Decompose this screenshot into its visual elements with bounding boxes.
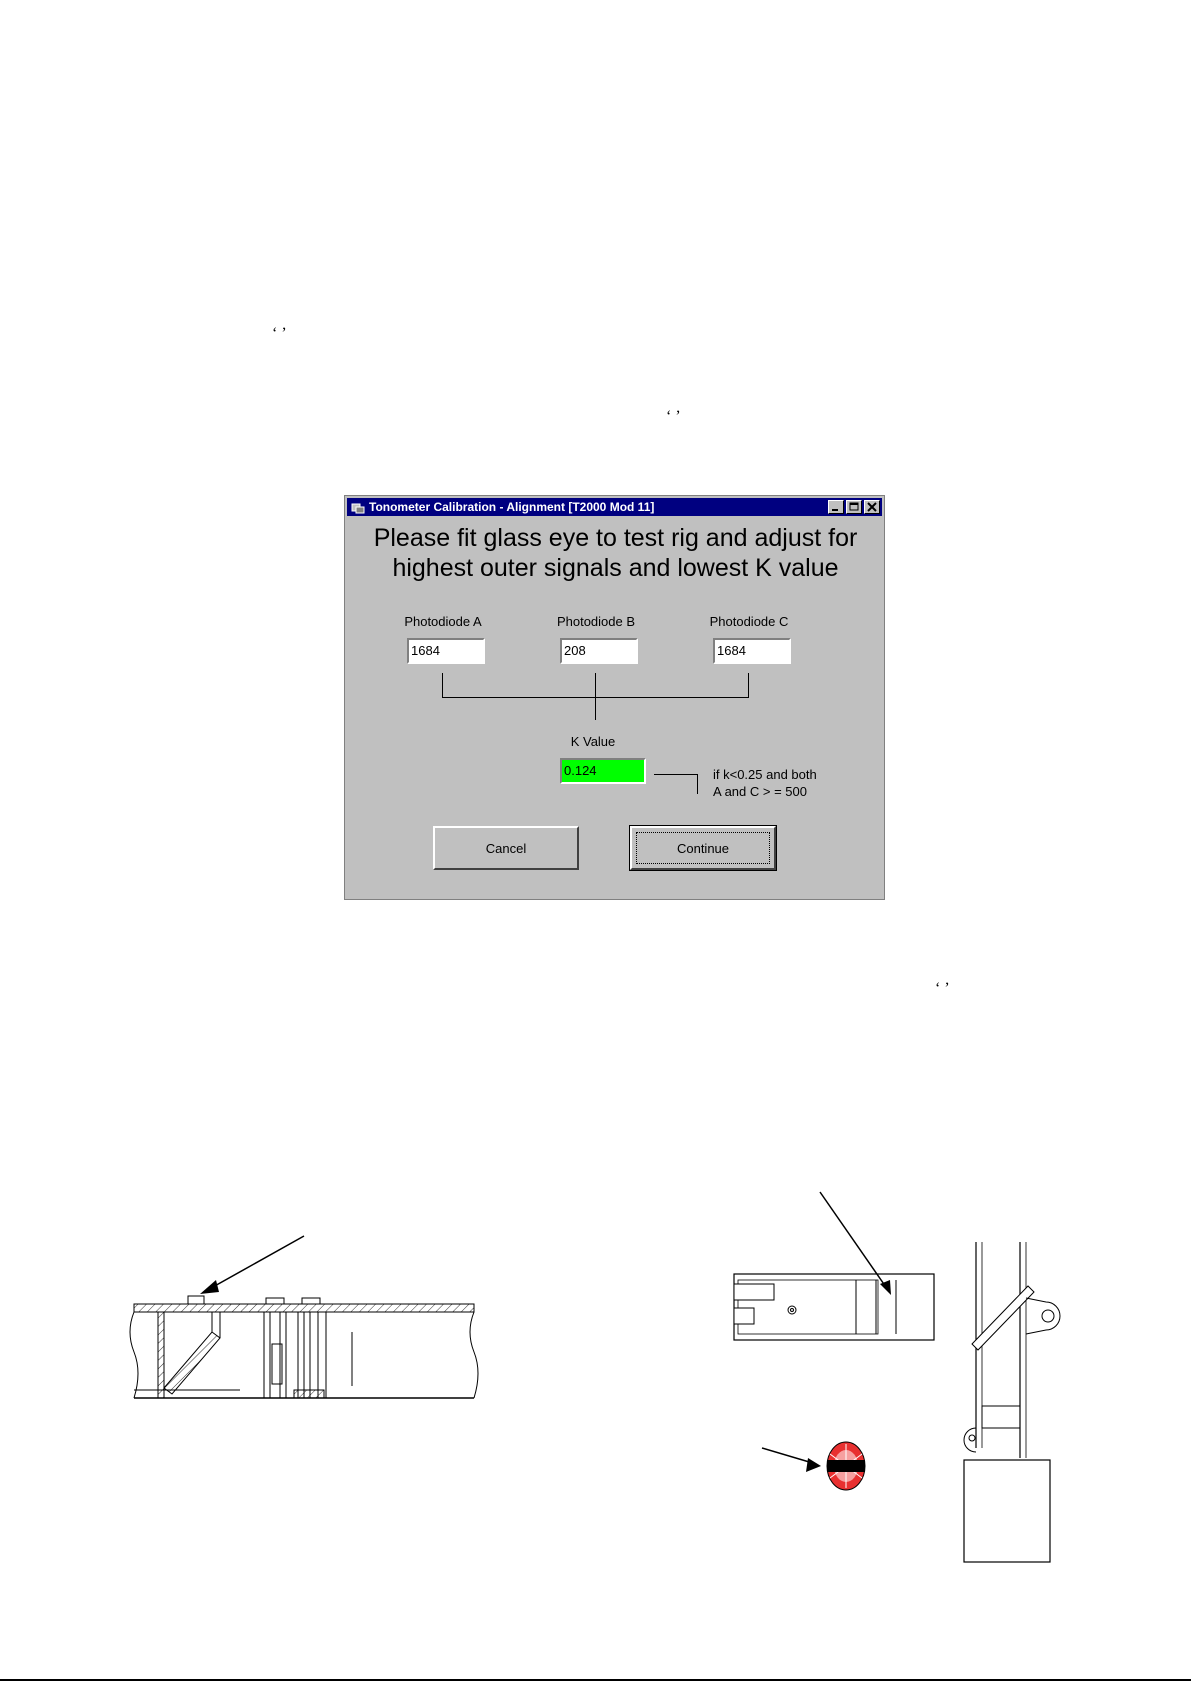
continue-button[interactable] xyxy=(630,826,776,870)
k-value-field[interactable]: 0.124 xyxy=(560,758,646,784)
dialog-heading xyxy=(345,523,886,583)
page-bottom-rule xyxy=(0,1679,1191,1681)
connector-c xyxy=(748,673,749,698)
photodiode-b-field[interactable]: 208 xyxy=(560,638,638,664)
condition-note xyxy=(713,766,817,800)
focus-rectangle xyxy=(636,832,770,864)
heading-line-2: highest outer signals and lowest K value xyxy=(392,554,839,582)
minimize-button[interactable] xyxy=(828,500,844,514)
photodiode-c-label: Photodiode C xyxy=(709,614,789,629)
target-arrowhead xyxy=(806,1458,821,1472)
photodiode-a-label: Photodiode A xyxy=(404,614,482,629)
app-icon xyxy=(351,501,365,514)
cancel-button[interactable]: Cancel xyxy=(433,826,579,870)
k-connector-vertical xyxy=(697,774,698,794)
alignment-target-icon xyxy=(827,1442,865,1490)
dialog-title: Tonometer Calibration - Alignment [T2000 Mod 11] xyxy=(369,500,655,514)
condition-note-line-1: if k<0.25 and both xyxy=(713,767,817,782)
continue-button-label: Continue xyxy=(676,840,730,856)
screw-arrowhead xyxy=(200,1280,219,1294)
quote-marks-3: ‘ ’ xyxy=(935,980,950,997)
rig-arrowhead xyxy=(880,1280,891,1295)
dialog-titlebar xyxy=(347,498,882,516)
close-icon xyxy=(865,504,879,516)
photodiode-b-label: Photodiode B xyxy=(556,614,636,629)
quote-marks-1: ‘ ’ xyxy=(272,325,287,342)
maximize-button[interactable] xyxy=(846,500,862,514)
connector-b xyxy=(595,673,596,720)
connector-a xyxy=(442,673,443,698)
tube-section-drawing xyxy=(120,1220,480,1420)
photodiode-c-field[interactable]: 1684 xyxy=(713,638,791,664)
photodiode-a-field[interactable]: 1684 xyxy=(407,638,485,664)
close-button[interactable] xyxy=(864,500,880,514)
minimize-icon xyxy=(829,504,843,516)
test-rig-drawing xyxy=(720,1180,1080,1570)
calibration-dialog xyxy=(344,495,885,900)
k-value-label: K Value xyxy=(570,734,616,749)
condition-note-line-2: A and C > = 500 xyxy=(713,784,807,799)
k-connector-horizontal xyxy=(654,774,698,775)
quote-marks-2: ‘ ’ xyxy=(666,408,681,425)
heading-line-1: Please fit glass eye to test rig and adjust for xyxy=(373,524,858,552)
maximize-icon xyxy=(847,504,861,516)
screw-arrow xyxy=(204,1236,304,1292)
rig-arrow xyxy=(820,1192,888,1290)
